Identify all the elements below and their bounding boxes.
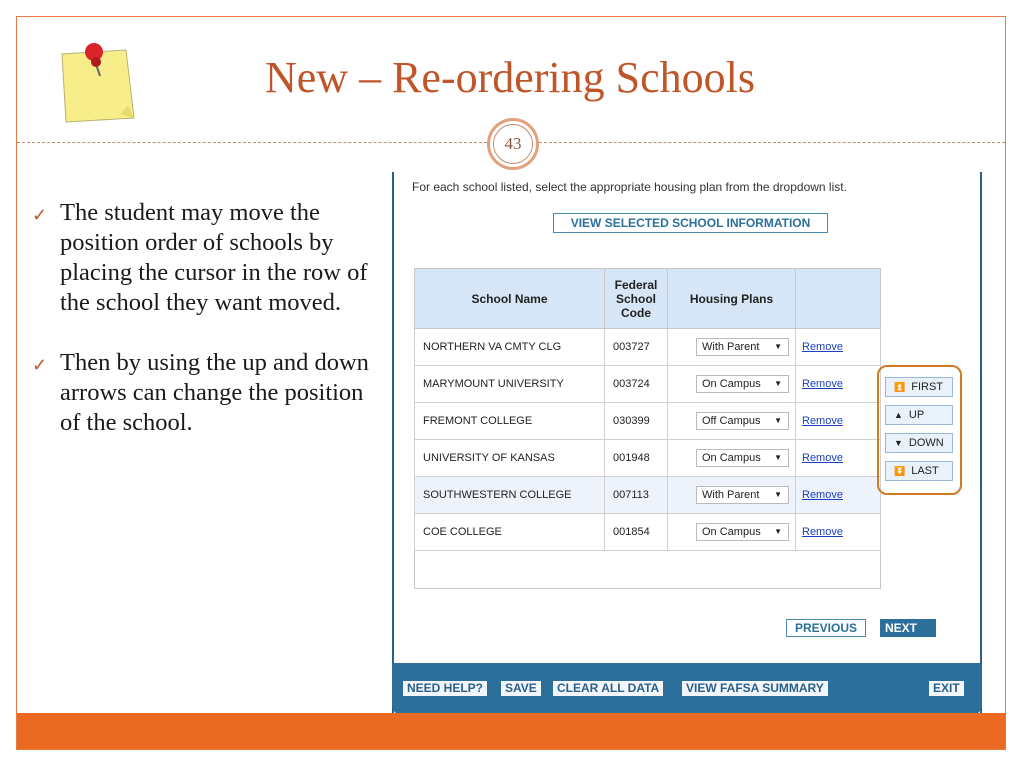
table-row[interactable]	[415, 514, 881, 551]
double-down-arrow-icon: ⏬	[894, 465, 906, 476]
title-divider-left	[17, 142, 487, 143]
table-header-row	[415, 269, 881, 329]
move-last-label: LAST	[911, 465, 939, 477]
header-federal-school-code: Federal School Code	[605, 269, 668, 329]
school-name-cell: SOUTHWESTERN COLLEGE	[415, 477, 605, 514]
table-row[interactable]	[415, 366, 881, 403]
housing-plan-value: On Campus	[702, 378, 761, 390]
housing-plan-select[interactable]	[696, 486, 789, 504]
remove-link[interactable]: Remove	[802, 415, 843, 427]
checkmark-icon: ✓	[32, 355, 48, 375]
school-code-cell: 030399	[605, 403, 668, 440]
housing-plan-cell	[668, 329, 796, 366]
chevron-down-icon: ▼	[774, 416, 782, 425]
move-first-button[interactable]	[885, 377, 953, 397]
action-cell	[796, 514, 881, 551]
remove-link[interactable]: Remove	[802, 341, 843, 353]
chevron-down-icon: ▼	[774, 453, 782, 462]
bullet-item	[32, 198, 382, 318]
table-row[interactable]	[415, 440, 881, 477]
clear-all-data-button[interactable]: CLEAR ALL DATA	[553, 681, 663, 696]
school-name-cell: MARYMOUNT UNIVERSITY	[415, 366, 605, 403]
housing-plan-cell	[668, 366, 796, 403]
housing-plan-select[interactable]	[696, 412, 789, 430]
action-cell	[796, 477, 881, 514]
school-name-cell: COE COLLEGE	[415, 514, 605, 551]
school-code-cell: 001854	[605, 514, 668, 551]
school-code-cell: 003724	[605, 366, 668, 403]
slide-title: New – Re-ordering Schools	[264, 53, 755, 102]
school-code-cell: 001948	[605, 440, 668, 477]
housing-plan-cell	[668, 403, 796, 440]
table-row[interactable]	[415, 477, 881, 514]
bullet-item	[32, 348, 382, 438]
move-up-label: UP	[908, 409, 925, 421]
remove-link[interactable]: Remove	[802, 452, 843, 464]
housing-plan-cell	[668, 440, 796, 477]
action-cell	[796, 366, 881, 403]
school-name-cell: NORTHERN VA CMTY CLG	[415, 329, 605, 366]
action-cell	[796, 440, 881, 477]
previous-button[interactable]: PREVIOUS	[786, 619, 866, 637]
school-code-cell: 003727	[605, 329, 668, 366]
sticky-note-pin-icon	[56, 36, 142, 128]
housing-plan-select[interactable]	[696, 375, 789, 393]
next-button[interactable]: NEXT	[880, 619, 936, 637]
housing-plan-cell	[668, 514, 796, 551]
school-code-cell: 007113	[605, 477, 668, 514]
housing-plan-select[interactable]	[696, 449, 789, 467]
action-cell	[796, 403, 881, 440]
header-housing-plans: Housing Plans	[668, 269, 796, 329]
table-row[interactable]	[415, 329, 881, 366]
chevron-down-icon: ▼	[774, 342, 782, 351]
chevron-down-icon: ▼	[774, 527, 782, 536]
move-up-button[interactable]	[885, 405, 953, 425]
view-selected-school-button[interactable]: VIEW SELECTED SCHOOL INFORMATION	[553, 213, 828, 233]
bullet-text: Then by using the up and down arrows can change the position of the school.	[60, 349, 369, 436]
checkmark-icon: ✓	[32, 205, 48, 225]
table-row[interactable]	[415, 403, 881, 440]
down-arrow-icon: ▼	[894, 438, 903, 448]
double-up-arrow-icon: ⏫	[894, 381, 906, 392]
action-cell	[796, 329, 881, 366]
slide-number-badge	[487, 118, 539, 170]
school-table	[414, 268, 881, 551]
housing-plan-select[interactable]	[696, 523, 789, 541]
housing-plan-cell	[668, 477, 796, 514]
save-button[interactable]: SAVE	[501, 681, 541, 696]
housing-plan-select[interactable]	[696, 338, 789, 356]
remove-link[interactable]: Remove	[802, 526, 843, 538]
need-help-button[interactable]: NEED HELP?	[403, 681, 487, 696]
up-arrow-icon: ▲	[894, 410, 903, 420]
header-action	[796, 269, 881, 329]
housing-plan-value: On Campus	[702, 526, 761, 538]
move-down-button[interactable]	[885, 433, 953, 453]
housing-plan-value: With Parent	[702, 489, 760, 501]
footer-accent-bar	[17, 713, 1005, 749]
slide-number: 43	[493, 124, 533, 164]
school-name-cell: FREMONT COLLEGE	[415, 403, 605, 440]
move-down-label: DOWN	[908, 437, 944, 449]
bullet-text: The student may move the position order of schools by placing the cursor in the row of the school they want moved.	[60, 199, 368, 316]
header-school-name: School Name	[415, 269, 605, 329]
move-last-button[interactable]	[885, 461, 953, 481]
school-name-cell: UNIVERSITY OF KANSAS	[415, 440, 605, 477]
remove-link[interactable]: Remove	[802, 489, 843, 501]
instruction-text: For each school listed, select the appropriate housing plan from the dropdown list.	[412, 180, 847, 194]
view-fafsa-summary-button[interactable]: VIEW FAFSA SUMMARY	[682, 681, 828, 696]
remove-link[interactable]: Remove	[802, 378, 843, 390]
move-first-label: FIRST	[911, 381, 943, 393]
exit-button[interactable]: EXIT	[929, 681, 964, 696]
housing-plan-value: With Parent	[702, 341, 760, 353]
bullet-list	[32, 198, 382, 468]
chevron-down-icon: ▼	[774, 379, 782, 388]
title-divider-right	[539, 142, 1005, 143]
housing-plan-value: On Campus	[702, 452, 761, 464]
housing-plan-value: Off Campus	[702, 415, 761, 427]
chevron-down-icon: ▼	[774, 490, 782, 499]
